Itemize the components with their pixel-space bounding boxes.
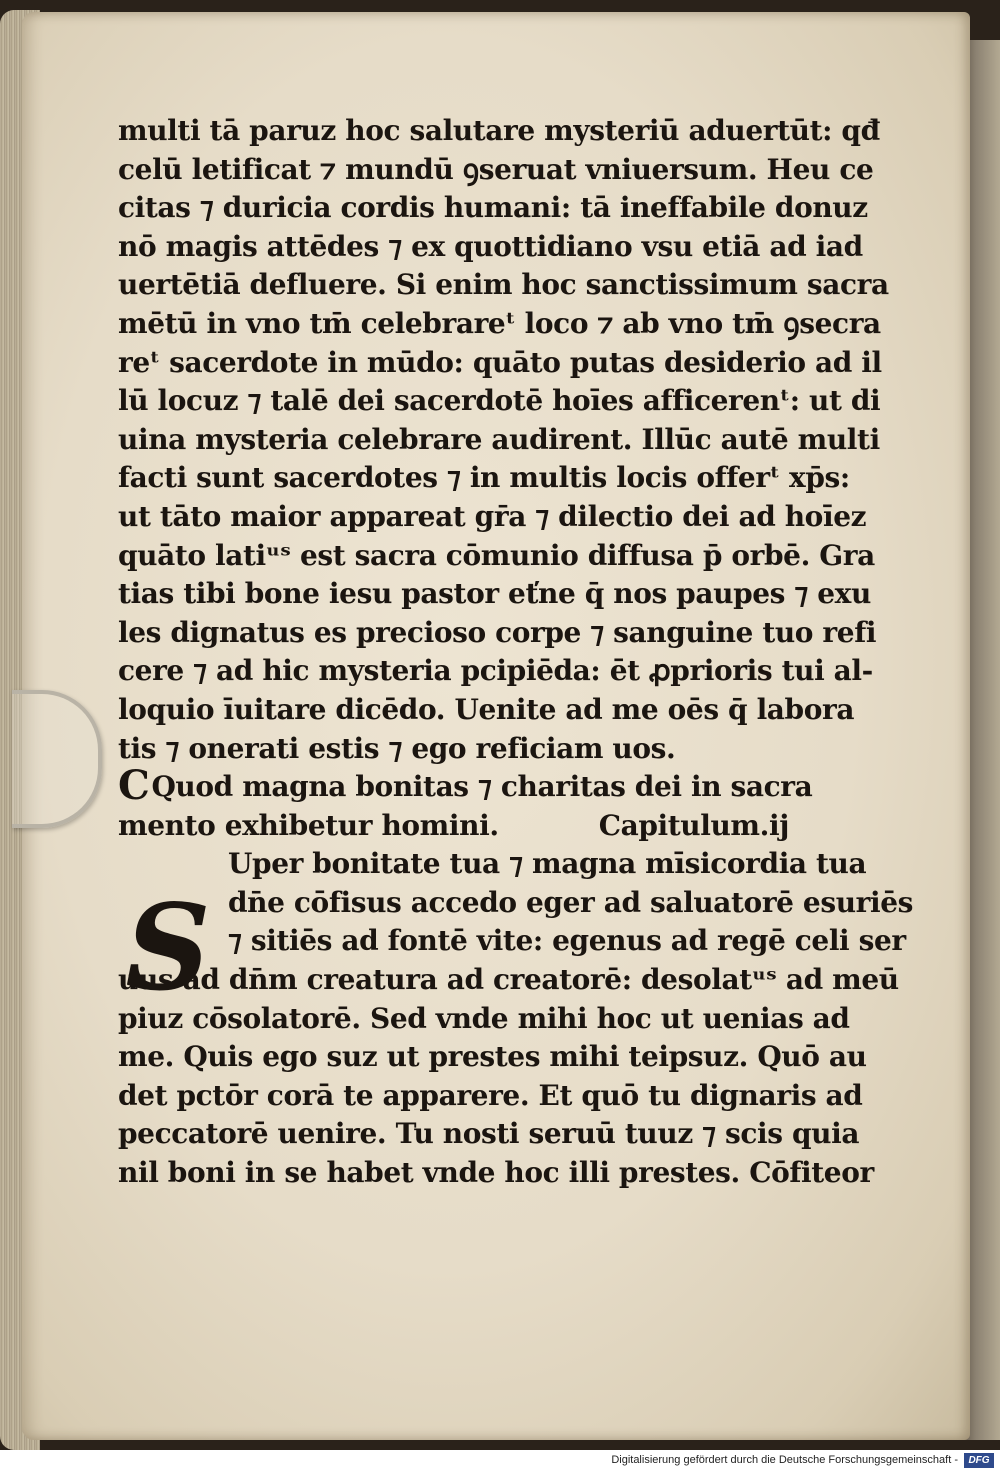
text-line: ⁊ sitiēs ad fontē vite: egenus ad regē celi ser [228, 924, 906, 958]
chapter-heading [118, 762, 888, 810]
text-line: me. Quis ego suz ut prestes mihi teipsuz. Quō au [118, 1040, 867, 1074]
chapter-number: Capitulum.ij [598, 808, 789, 842]
text-line: facti sunt sacerdotes ⁊ in multis locis offerᵗ xp̄s: [118, 461, 850, 495]
text-line: peccatorē uenire. Tu nosti seruū tuuz ⁊ scis quia [118, 1117, 860, 1151]
funding-credit: Digitalisierung gefördert durch die Deutsche Forschungsgemeinschaft - [611, 1454, 958, 1466]
text-line: dn̄e cōfisus accedo eger ad saluatorē esuriēs [228, 885, 914, 919]
dfg-logo-icon: DFG [964, 1453, 994, 1468]
clasp-tab [12, 690, 102, 828]
text-line: ut tāto maior appareat gr̄a ⁊ dilectio dei ad hoīez [118, 499, 867, 533]
text-line: quāto latiᵘˢ est sacra cōmunio diffusa p̄ orbē. Gra [118, 538, 875, 572]
text-line: nō magis attēdes ⁊ ex quottidiano vsu etiā ad iad [118, 229, 863, 263]
text-line: celū letificat ⁊ mundū ꝯseruat vniuersum. Heu ce [118, 152, 874, 186]
text-line: piuz cōsolatorē. Sed vnde mihi hoc ut uenias ad [118, 1001, 850, 1035]
text-block [118, 112, 914, 1193]
text-line: nil boni in se habet vnde hoc illi prestes. Cōfiteor [118, 1156, 874, 1190]
text-line: cere ⁊ ad hic mysteria pcipiēda: ēt ꝓprioris tui al- [118, 654, 873, 688]
chapter-heading-text-2: mento exhibetur homini. [118, 808, 499, 842]
text-line: mētū in vno tm̄ celebrareᵗ loco ⁊ ab vno tm̄ ꝯsecra [118, 306, 881, 340]
text-line: uertētiā defluere. Si enim hoc sanctissimum sacra [118, 268, 889, 302]
footer-bar [0, 1450, 1000, 1473]
text-line: multi tā paruz hoc salutare mysteriū aduertūt: qđ [118, 114, 880, 147]
text-line: uus ad dn̄m creatura ad creatorē: desolatᵘˢ ad meū [118, 963, 899, 997]
text-line: citas ⁊ duricia cordis humani: tā ineffabile donuz [118, 191, 868, 225]
text-line: Uper bonitate tua ⁊ magna mīsicordia tua [228, 847, 867, 881]
text-line: det pctōr corā te apparere. Et quō tu dignaris ad [118, 1078, 863, 1112]
text-line: reᵗ sacerdote in mūdo: quāto putas desiderio ad il [118, 345, 882, 379]
decorated-initial-letter: S [125, 878, 211, 1017]
text-line: lū locuz ⁊ talē dei sacerdotē hoīes afficerenᵗ: ut di [118, 384, 881, 418]
text-line: tis ⁊ onerati estis ⁊ ego reficiam uos. [118, 731, 676, 765]
paragraph-mark: C [118, 762, 150, 810]
text-line: loquio īuitare dicēdo. Uenite ad me oēs q̄ labora [118, 692, 855, 726]
text-line: les dignatus es precioso corpe ⁊ sanguine tuo refi [118, 615, 877, 649]
text-line: uina mysteria celebrare audirent. Illūc autē multi [118, 422, 880, 456]
chapter-heading-continuation [118, 807, 888, 846]
text-line: tias tibi bone iesu pastor eťne q̄ nos paupes ⁊ exu [118, 577, 871, 611]
chapter-heading-text: Quod magna bonitas ⁊ charitas dei in sacra [151, 770, 813, 804]
